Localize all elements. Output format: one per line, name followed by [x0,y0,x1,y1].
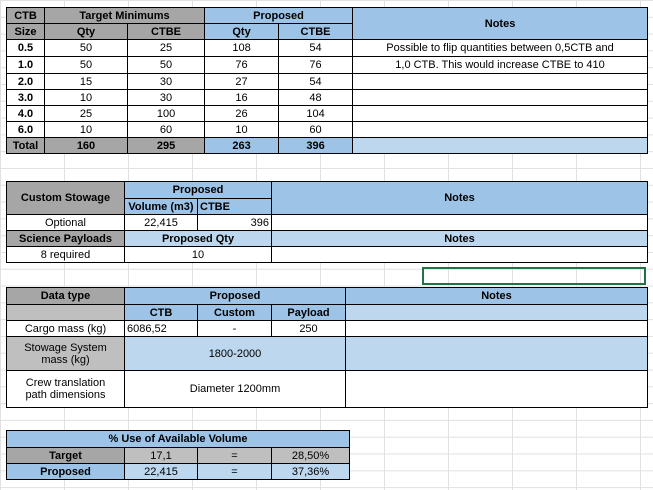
volume-value-cell[interactable]: 22,415 [125,215,198,231]
custom-stowage-table [6,181,648,263]
proposed-ctbe-cell[interactable]: 54 [279,74,353,90]
cargo-custom-value[interactable]: - [198,321,272,337]
data-notes-subheader[interactable] [346,305,648,321]
target-ctbe-header[interactable]: CTBE [128,24,205,40]
target-qty-cell[interactable]: 25 [45,106,128,122]
proposed-ctbe-header[interactable]: CTBE [279,24,353,40]
total-target-qty[interactable]: 160 [45,138,128,154]
total-proposed-qty[interactable]: 263 [205,138,279,154]
ctb-header[interactable]: CTB [7,8,45,24]
notes-cell[interactable] [353,106,648,122]
target-minimums-header[interactable]: Target Minimums [45,8,205,24]
target-percent[interactable]: 28,50% [272,448,350,464]
target-value[interactable]: 17,1 [125,448,198,464]
payload-notes-header[interactable]: Notes [272,231,648,247]
data-proposed-header[interactable]: Proposed [125,288,346,305]
proposed-qty-header[interactable]: Proposed Qty [125,231,272,247]
volume-use-table [6,430,350,480]
proposed-qty-cell[interactable]: 108 [205,40,279,57]
required-cell[interactable]: 8 required [7,247,125,263]
target-qty-cell[interactable]: 10 [45,122,128,138]
target-qty-header[interactable]: Qty [45,24,128,40]
data-type-header[interactable]: Data type [7,288,125,305]
table-row [7,122,648,138]
stowage-notes-cell[interactable] [272,215,648,231]
total-notes-cell[interactable] [353,138,648,154]
target-qty-cell[interactable]: 50 [45,40,128,57]
science-payloads-header[interactable]: Science Payloads [7,231,125,247]
selected-cell[interactable] [422,267,646,285]
proposed-equals[interactable]: = [198,464,272,480]
data-type-table [6,287,648,408]
total-row [7,138,648,154]
data-type-subheader[interactable] [7,305,125,321]
proposed-header[interactable]: Proposed [205,8,353,24]
notes-cell[interactable]: 1,0 CTB. This would increase CTBE to 410 [353,57,648,74]
size-cell[interactable]: 0.5 [7,40,45,57]
target-ctbe-cell[interactable]: 25 [128,40,205,57]
data-notes-header[interactable]: Notes [346,288,648,305]
ctb-subheader[interactable]: CTB [125,305,198,321]
payload-notes-cell[interactable] [272,247,648,263]
target-equals[interactable]: = [198,448,272,464]
proposed-qty-cell[interactable]: 10 [205,122,279,138]
stowage-mass-label[interactable]: Stowage System mass (kg) [7,337,125,371]
proposed-ctbe-cell[interactable]: 76 [279,57,353,74]
target-qty-cell[interactable]: 10 [45,90,128,106]
stowage-notes-header[interactable]: Notes [272,182,648,215]
size-cell[interactable]: 6.0 [7,122,45,138]
total-label[interactable]: Total [7,138,45,154]
stowage-ctbe-header[interactable]: CTBE [198,199,272,215]
cargo-payload-value[interactable]: 250 [272,321,346,337]
size-cell[interactable]: 3.0 [7,90,45,106]
target-ctbe-cell[interactable]: 50 [128,57,205,74]
cargo-notes-cell[interactable] [346,321,648,337]
custom-stowage-header[interactable]: Custom Stowage [7,182,125,215]
volume-header[interactable]: Volume (m3) [125,199,198,215]
table-row [7,106,648,122]
proposed-qty-cell[interactable]: 76 [205,57,279,74]
proposed-ctbe-cell[interactable]: 54 [279,40,353,57]
target-qty-cell[interactable]: 50 [45,57,128,74]
table-row [7,90,648,106]
table-row [7,57,648,74]
crew-notes-cell[interactable] [346,371,648,408]
size-cell[interactable]: 4.0 [7,106,45,122]
target-ctbe-cell[interactable]: 30 [128,90,205,106]
size-cell[interactable]: 2.0 [7,74,45,90]
notes-cell[interactable]: Possible to flip quantities between 0,5CTB and [353,40,648,57]
cargo-ctb-value[interactable]: 6086,52 [125,321,198,337]
stowage-proposed-header[interactable]: Proposed [125,182,272,199]
stowage-mass-notes-cell[interactable] [346,337,648,371]
total-proposed-ctbe[interactable]: 396 [279,138,353,154]
proposed-qty-cell[interactable]: 16 [205,90,279,106]
optional-cell[interactable]: Optional [7,215,125,231]
payload-subheader[interactable]: Payload [272,305,346,321]
crew-translation-value[interactable]: Diameter 1200mm [125,371,346,408]
notes-cell[interactable] [353,90,648,106]
target-qty-cell[interactable]: 15 [45,74,128,90]
table-row [7,40,648,57]
notes-header[interactable]: Notes [353,8,648,40]
target-ctbe-cell[interactable]: 100 [128,106,205,122]
proposed-ctbe-cell[interactable]: 48 [279,90,353,106]
proposed-qty-cell[interactable]: 27 [205,74,279,90]
table-row [7,74,648,90]
proposed-percent[interactable]: 37,36% [272,464,350,480]
ctb-size-table [6,7,648,154]
proposed-ctbe-cell[interactable]: 104 [279,106,353,122]
proposed-ctbe-cell[interactable]: 60 [279,122,353,138]
stowage-mass-value[interactable]: 1800-2000 [125,337,346,371]
proposed-qty-header[interactable]: Qty [205,24,279,40]
custom-subheader[interactable]: Custom [198,305,272,321]
stowage-ctbe-value-cell[interactable]: 396 [198,215,272,231]
proposed-qty-cell[interactable]: 26 [205,106,279,122]
size-header[interactable]: Size [7,24,45,40]
volume-use-title[interactable]: % Use of Available Volume [7,431,350,448]
target-label[interactable]: Target [7,448,125,464]
size-cell[interactable]: 1.0 [7,57,45,74]
crew-translation-label[interactable]: Crew translation path dimensions [7,371,125,408]
cargo-mass-label[interactable]: Cargo mass (kg) [7,321,125,337]
proposed-label[interactable]: Proposed [7,464,125,480]
notes-cell[interactable] [353,74,648,90]
payload-qty-value-cell[interactable]: 10 [125,247,272,263]
notes-cell[interactable] [353,122,648,138]
proposed-value[interactable]: 22,415 [125,464,198,480]
total-target-ctbe[interactable]: 295 [128,138,205,154]
target-ctbe-cell[interactable]: 60 [128,122,205,138]
target-ctbe-cell[interactable]: 30 [128,74,205,90]
